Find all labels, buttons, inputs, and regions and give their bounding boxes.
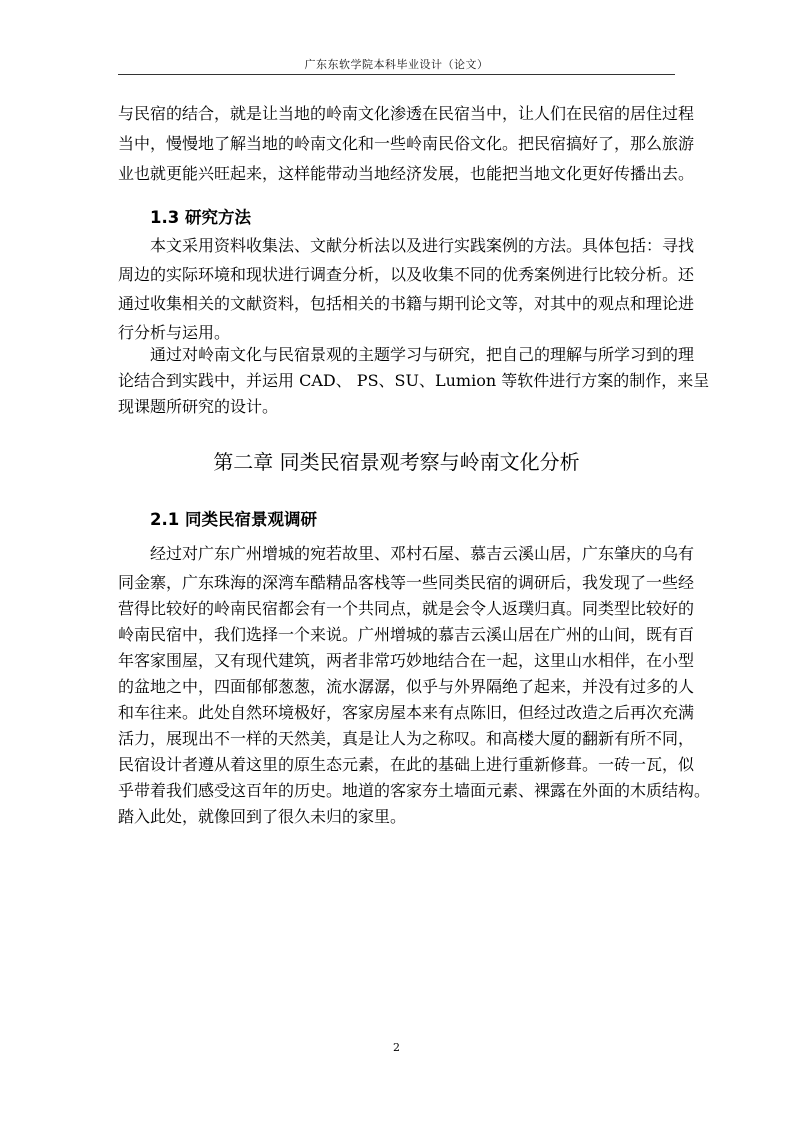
section-1-3-p1-line-2: 周边的实际环境和现状进行调查分析，以及收集不同的优秀案例进行比较分析。还 [118, 265, 695, 284]
section-2-1-line-9: 民宿设计者遵从着这里的原生态元素，在此的基础上进行重新修葺。一砖一瓦，似 [118, 755, 695, 774]
section-1-3-p2-line-2: 论结合到实践中，并运用 CAD、 PS、SU、Lumion 等软件进行方案的制作，来呈 [118, 371, 710, 390]
section-2-1-line-8: 活力，展现出不一样的天然美，真是让人为之称叹。和高楼大厦的翻新有所不同， [118, 729, 695, 748]
intro-line-3: 业也就更能兴旺起来，这样能带动当地经济发展，也能把当地文化更好传播出去。 [118, 164, 695, 183]
intro-line-2: 当中，慢慢地了解当地的岭南文化和一些岭南民俗文化。把民宿搞好了，那么旅游 [118, 134, 695, 153]
section-2-1-line-7: 和车往来。此处自然环境极好，客家房屋本来有点陈旧，但经过改造之后再次充满 [118, 703, 695, 722]
section-2-1-line-5: 年客家围屋，又有现代建筑，两者非常巧妙地结合在一起，这里山水相伴，在小型 [118, 651, 695, 670]
section-2-1-line-3: 营得比较好的岭南民宿都会有一个共同点，就是会令人返璞归真。同类型比较好的 [118, 599, 695, 618]
section-2-1-line-10: 乎带着我们感受这百年的历史。地道的客家夯土墙面元素、裸露在外面的木质结构。 [118, 781, 711, 800]
section-2-1-line-6: 的盆地之中，四面郁郁葱葱，流水潺潺，似乎与外界隔绝了起来，并没有过多的人 [118, 677, 695, 696]
section-heading-2-1: 2.1 同类民宿景观调研 [150, 510, 317, 529]
header-divider [118, 74, 675, 75]
page-header: 广东东软学院本科毕业设计（论文） [304, 58, 489, 71]
section-2-1-line-11: 踏入此处，就像回到了很久未归的家里。 [118, 807, 407, 826]
page-number: 2 [393, 1041, 400, 1054]
section-1-3-p2-line-3: 现课题所研究的设计。 [118, 397, 279, 416]
section-2-1-line-1: 经过对广东广州增城的宛若故里、邓村石屋、慕吉云溪山居，广东肇庆的乌有 [150, 544, 695, 563]
section-heading-1-3: 1.3 研究方法 [150, 208, 251, 227]
section-2-1-line-4: 岭南民宿中，我们选择一个来说。广州增城的慕吉云溪山居在广州的山间，既有百 [118, 625, 695, 644]
section-1-3-p1-line-3: 通过收集相关的文献资料，包括相关的书籍与期刊论文等，对其中的观点和理论进 [118, 294, 695, 313]
section-1-3-p1-line-4: 行分析与运用。 [118, 323, 231, 342]
chapter-title: 第二章 同类民宿景观考察与岭南文化分析 [213, 450, 580, 474]
section-1-3-p2-line-1: 通过对岭南文化与民宿景观的主题学习与研究，把自己的理解与所学习到的理 [150, 345, 695, 364]
section-2-1-line-2: 同金寨，广东珠海的深湾车酷精品客栈等一些同类民宿的调研后，我发现了一些经 [118, 573, 695, 592]
section-1-3-p1-line-1: 本文采用资料收集法、文献分析法以及进行实践案例的方法。具体包括：寻找 [150, 236, 695, 255]
intro-line-1: 与民宿的结合，就是让当地的岭南文化渗透在民宿当中，让人们在民宿的居住过程 [118, 104, 695, 123]
